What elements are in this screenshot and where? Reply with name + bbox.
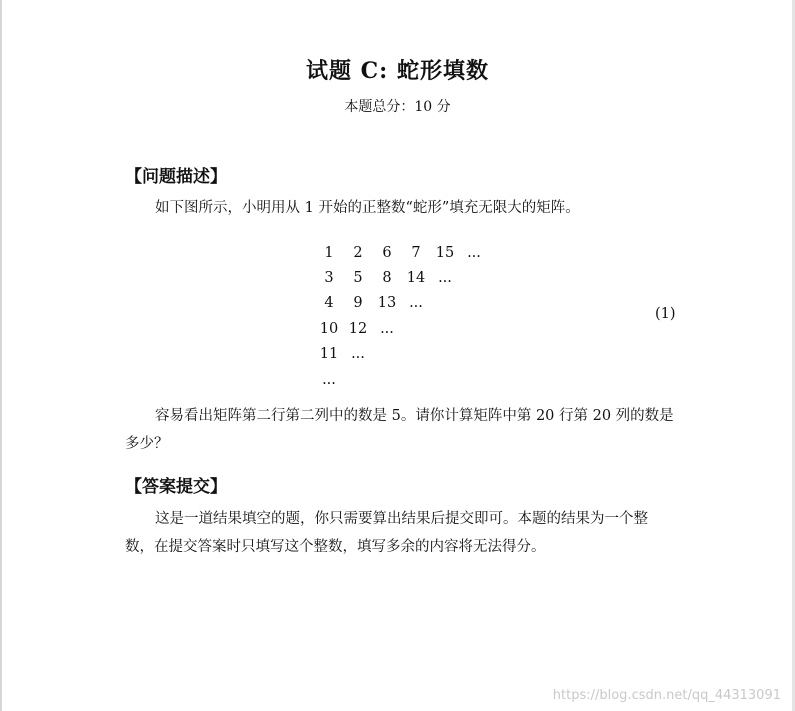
- matrix-row-4: [318, 316, 492, 341]
- matrix-cell: 10: [319, 320, 339, 337]
- matrix-cell: ...: [351, 346, 365, 363]
- matrix-row-6: [318, 367, 492, 392]
- matrix-cell: ...: [409, 295, 423, 312]
- problem-intro: 如下图所示，小明用从 1 开始的正整数“蛇形”填充无限大的矩阵。: [155, 200, 580, 216]
- matrix-cell: ...: [467, 244, 481, 261]
- matrix-cell: ...: [380, 320, 394, 337]
- snake-matrix: [318, 240, 492, 392]
- answer-instructions: 这是一道结果填空的题，你只需要算出结果后提交即可。本题的结果为一个整数，在提交答案时只填写这个整数，填写多余的内容将无法得分。: [125, 511, 648, 555]
- matrix-cell: ...: [322, 371, 336, 388]
- matrix-cell: 7: [411, 244, 421, 261]
- matrix-row-2: [318, 265, 492, 290]
- matrix-cell: ...: [438, 270, 452, 287]
- problem-question: 容易看出矩阵第二行第二列中的数是 5。请你计算矩阵中第 20 行第 20 列的数是多少？: [125, 408, 674, 452]
- matrix-cell: 15: [435, 244, 455, 261]
- matrix-cell: 2: [353, 244, 363, 261]
- page-title: 试题 C: 蛇形填数: [306, 58, 489, 84]
- matrix-cell: 14: [406, 270, 426, 287]
- matrix-cell: 11: [319, 346, 339, 363]
- score-subtitle: 本题总分：10 分: [344, 99, 451, 115]
- watermark-url: https://blog.csdn.net/qq_44313091: [552, 688, 781, 703]
- matrix-cell: 1: [324, 244, 334, 261]
- matrix-cell: 3: [324, 270, 334, 287]
- matrix-cell: 6: [382, 244, 392, 261]
- matrix-row-1: [318, 240, 492, 265]
- matrix-row-3: [318, 291, 492, 316]
- equation-number: (1): [655, 306, 676, 322]
- problem-heading: 【问题描述】: [125, 167, 227, 187]
- matrix-cell: 12: [348, 320, 368, 337]
- matrix-row-5: [318, 342, 492, 367]
- matrix-cell: 8: [382, 270, 392, 287]
- matrix-cell: 9: [353, 295, 363, 312]
- matrix-cell: 4: [324, 295, 334, 312]
- matrix-cell: 5: [353, 270, 363, 287]
- matrix-cell: 13: [377, 295, 397, 312]
- answer-heading: 【答案提交】: [125, 477, 227, 497]
